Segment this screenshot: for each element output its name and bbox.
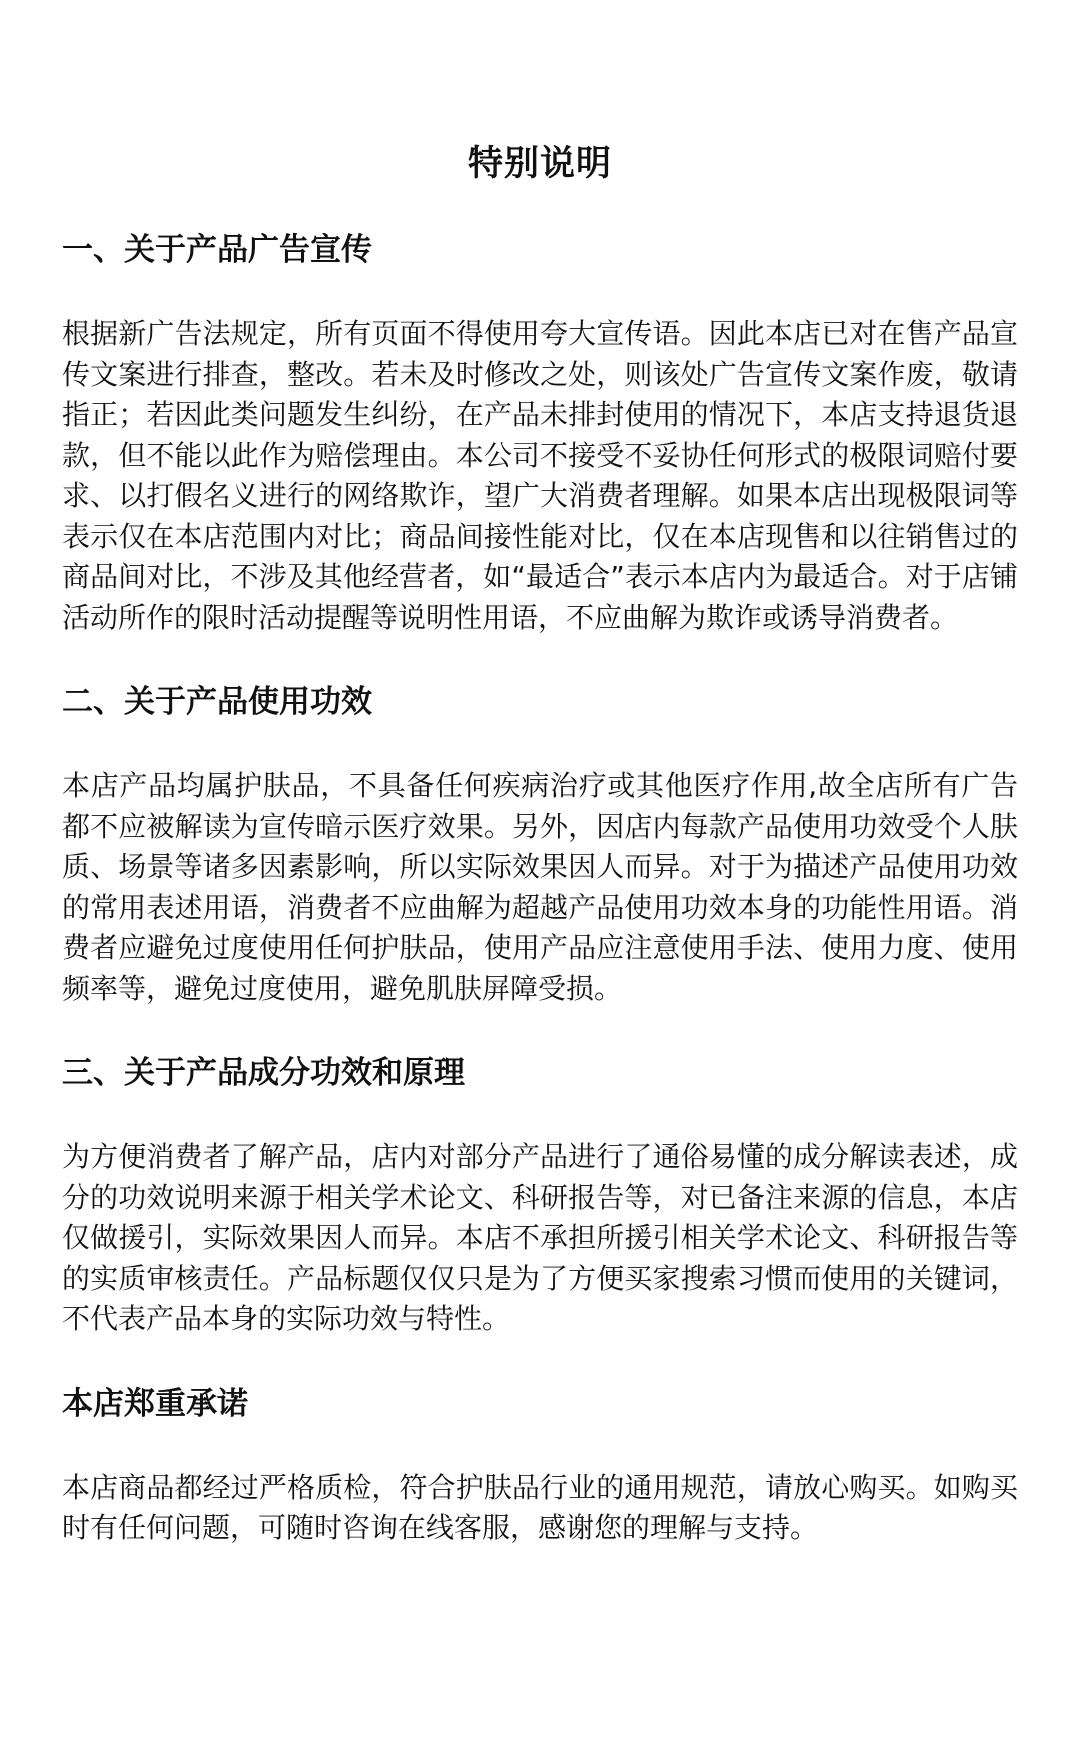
document-title: 特别说明 xyxy=(467,144,612,184)
section-efficacy xyxy=(62,680,1018,1009)
section-heading: 三、关于产品成分功效和原理 xyxy=(62,1055,465,1091)
section-commitment xyxy=(62,1382,1018,1549)
section-body: 本店商品都经过严格质检，符合护肤品行业的通用规范，请放心购买。如购买时有任何问题，可随时咨询在线客服，感谢您的理解与支持。 xyxy=(62,1470,1018,1544)
section-body: 为方便消费者了解产品，店内对部分产品进行了通俗易懂的成分解读表述，成分的功效说明来源于相关学术论文、科研报告等，对已备注来源的信息，本店仅做援引，实际效果因人而异。本店不承担所援引相关学术论文、科研报告等的实质审核责任。产品标题仅仅只是为了方便买家搜索习惯而使用的关键词，不代表产品本身的实际功效与特性。 xyxy=(62,1140,1018,1335)
section-body: 本店产品均属护肤品，不具备任何疾病治疗或其他医疗作用,故全店所有广告都不应被解读为宣传暗示医疗效果。另外，因店内每款产品使用功效受个人肤质、场景等诸多因素影响，所以实际效果因人而异。对于为描述产品使用功效的常用表述用语，消费者不应曲解为超越产品使用功效本身的功能性用语。消费者应避免过度使用任何护肤品，使用产品应注意使用手法、使用力度、使用频率等，避免过度使用，避免肌肤屏障受损。 xyxy=(62,769,1018,1005)
section-advertising xyxy=(62,228,1018,638)
section-heading: 本店郑重承诺 xyxy=(62,1385,248,1422)
section-body: 根据新广告法规定，所有页面不得使用夸大宣传语。因此本店已对在售产品宣传文案进行排查，整改。若未及时修改之处，则该处广告宣传文案作废，敬请指正；若因此类问题发生纠纷，在产品未排封使用的情况下，本店支持退货退款，但不能以此作为赔偿理由。本公司不接受不妥协任何形式的极限词赔付要求、以打假名义进行的网络欺诈，望广大消费者理解。如果本店出现极限词等表示仅在本店范围内对比；商品间接性能对比，仅在本店现售和以往销售过的商品间对比，不涉及其他经营者，如“最适合”表示本店内为最适合。对于店铺活动所作的限时活动提醒等说明性用语，不应曲解为欺诈或诱导消费者。 xyxy=(62,317,1018,634)
section-heading: 二、关于产品使用功效 xyxy=(62,684,372,720)
section-ingredients xyxy=(62,1051,1018,1340)
section-heading: 一、关于产品广告宣传 xyxy=(62,232,372,268)
